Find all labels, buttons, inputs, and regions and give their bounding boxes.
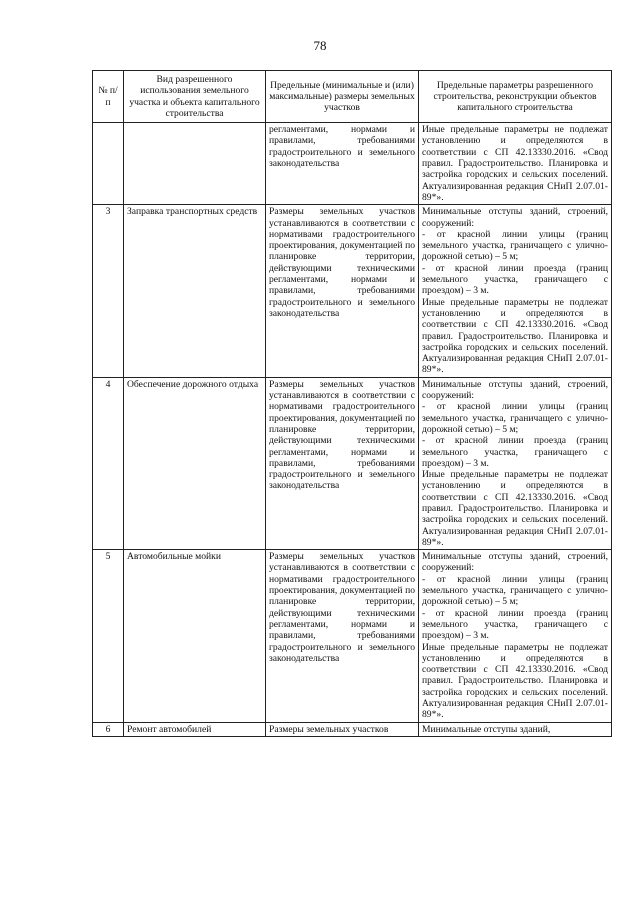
cell-use-type [124, 123, 266, 205]
cell-params [419, 550, 612, 722]
table-row [93, 205, 612, 377]
page-number: 78 [313, 38, 327, 53]
cell-use-type: Ремонт автомобилей [124, 722, 266, 736]
table-row [93, 550, 612, 722]
cell-plot-sizes: Размеры земельных участков [266, 722, 419, 736]
header-plot-sizes: Предельные (минимальные и (или) максимальные) размеры земельных участков [266, 71, 419, 123]
setback-intro: Минимальные отступы зданий, строений, сооружений: [422, 206, 608, 229]
setback-driveway: - от красной линии проезда (границ земельного участка, граничащего с проездом) – 3 м. [422, 607, 608, 642]
header-use-type: Вид разрешенного использования земельного участка и объекта капитального строительства [124, 71, 266, 123]
cell-plot-sizes: регламентами, нормами и правилами, требованиями градостроительного и земельного законодательства [266, 123, 419, 205]
setback-street: - от красной линии улицы (границ земельного участка, граничащего с улично-дорожной сетью) – 5 м; [422, 228, 608, 263]
regulations-table [92, 70, 612, 737]
setback-driveway: - от красной линии проезда (границ земельного участка, граничащего с проездом) – 3 м. [422, 262, 608, 297]
setback-driveway: - от красной линии проезда (границ земельного участка, граничащего с проездом) – 3 м. [422, 435, 608, 469]
cell-num: 5 [93, 550, 124, 722]
cell-plot-sizes: Размеры земельных участков устанавливаются в соответствии с нормативами градостроительного проектирования, документацией по планировке территории, действующими техническими регламентами, нормами и правилами, требованиями градостроительного и земельного законодательства [266, 377, 419, 549]
other-params: Иные предельные параметры не подлежат установлению и определяются в соответствии с СП 42.13330.2016. «Свод правил. Градостроительство. Планировка и застройка городских и сельских поселений. Актуализированная редакция СНиП 2.07.01-89*». [422, 469, 608, 548]
cell-num: 3 [93, 205, 124, 377]
other-params: Иные предельные параметры не подлежат установлению и определяются в соответствии с СП 42.13330.2016. «Свод правил. Градостроительство. Планировка и застройка городских и сельских поселений. Актуализированная редакция СНиП 2.07.01-89*». [422, 641, 608, 721]
cell-params: Минимальные отступы зданий, [419, 722, 612, 736]
header-num: № п/п [93, 71, 124, 123]
cell-plot-sizes: Размеры земельных участков устанавливаются в соответствии с нормативами градостроительного проектирования, документацией по планировке территории, действующими техническими регламентами, нормами и правилами, требованиями градостроительного и земельного законодательства [266, 550, 419, 722]
cell-use-type: Обеспечение дорожного отдыха [124, 377, 266, 549]
cell-num: 6 [93, 722, 124, 736]
table-row [93, 722, 612, 736]
cell-num: 4 [93, 377, 124, 549]
table-header-row [93, 71, 612, 123]
table-row-continuation [93, 123, 612, 205]
cell-params [419, 377, 612, 549]
header-params: Предельные параметры разрешенного строительства, реконструкции объектов капитального строительства [419, 71, 612, 123]
cell-params: Иные предельные параметры не подлежат установлению и определяются в соответствии с СП 42.13330.2016. «Свод правил. Градостроительство. Планировка и застройка городских и сельских поселений. Актуализированная редакция СНиП 2.07.01-89*». [419, 123, 612, 205]
cell-use-type: Заправка транспортных средств [124, 205, 266, 377]
setback-intro: Минимальные отступы зданий, строений, сооружений: [422, 551, 608, 574]
other-params: Иные предельные параметры не подлежат установлению и определяются в соответствии с СП 42.13330.2016. «Свод правил. Градостроительство. Планировка и застройка городских и сельских поселений. Актуализированная редакция СНиП 2.07.01-89*». [422, 296, 608, 376]
setback-intro: Минимальные отступы зданий, строений, сооружений: [422, 378, 608, 402]
setback-street: - от красной линии улицы (границ земельного участка, граничащего с улично-дорожной сетью) – 5 м; [422, 401, 608, 435]
table-row [93, 377, 612, 549]
cell-params [419, 205, 612, 377]
setback-street: - от красной линии улицы (границ земельного участка, граничащего с улично-дорожной сетью) – 5 м; [422, 573, 608, 608]
cell-use-type: Автомобильные мойки [124, 550, 266, 722]
cell-num [93, 123, 124, 205]
cell-plot-sizes: Размеры земельных участков устанавливаются в соответствии с нормативами градостроительного проектирования, документацией по планировке территории, действующими техническими регламентами, нормами и правилами, требованиями градостроительного и земельного законодательства [266, 205, 419, 377]
